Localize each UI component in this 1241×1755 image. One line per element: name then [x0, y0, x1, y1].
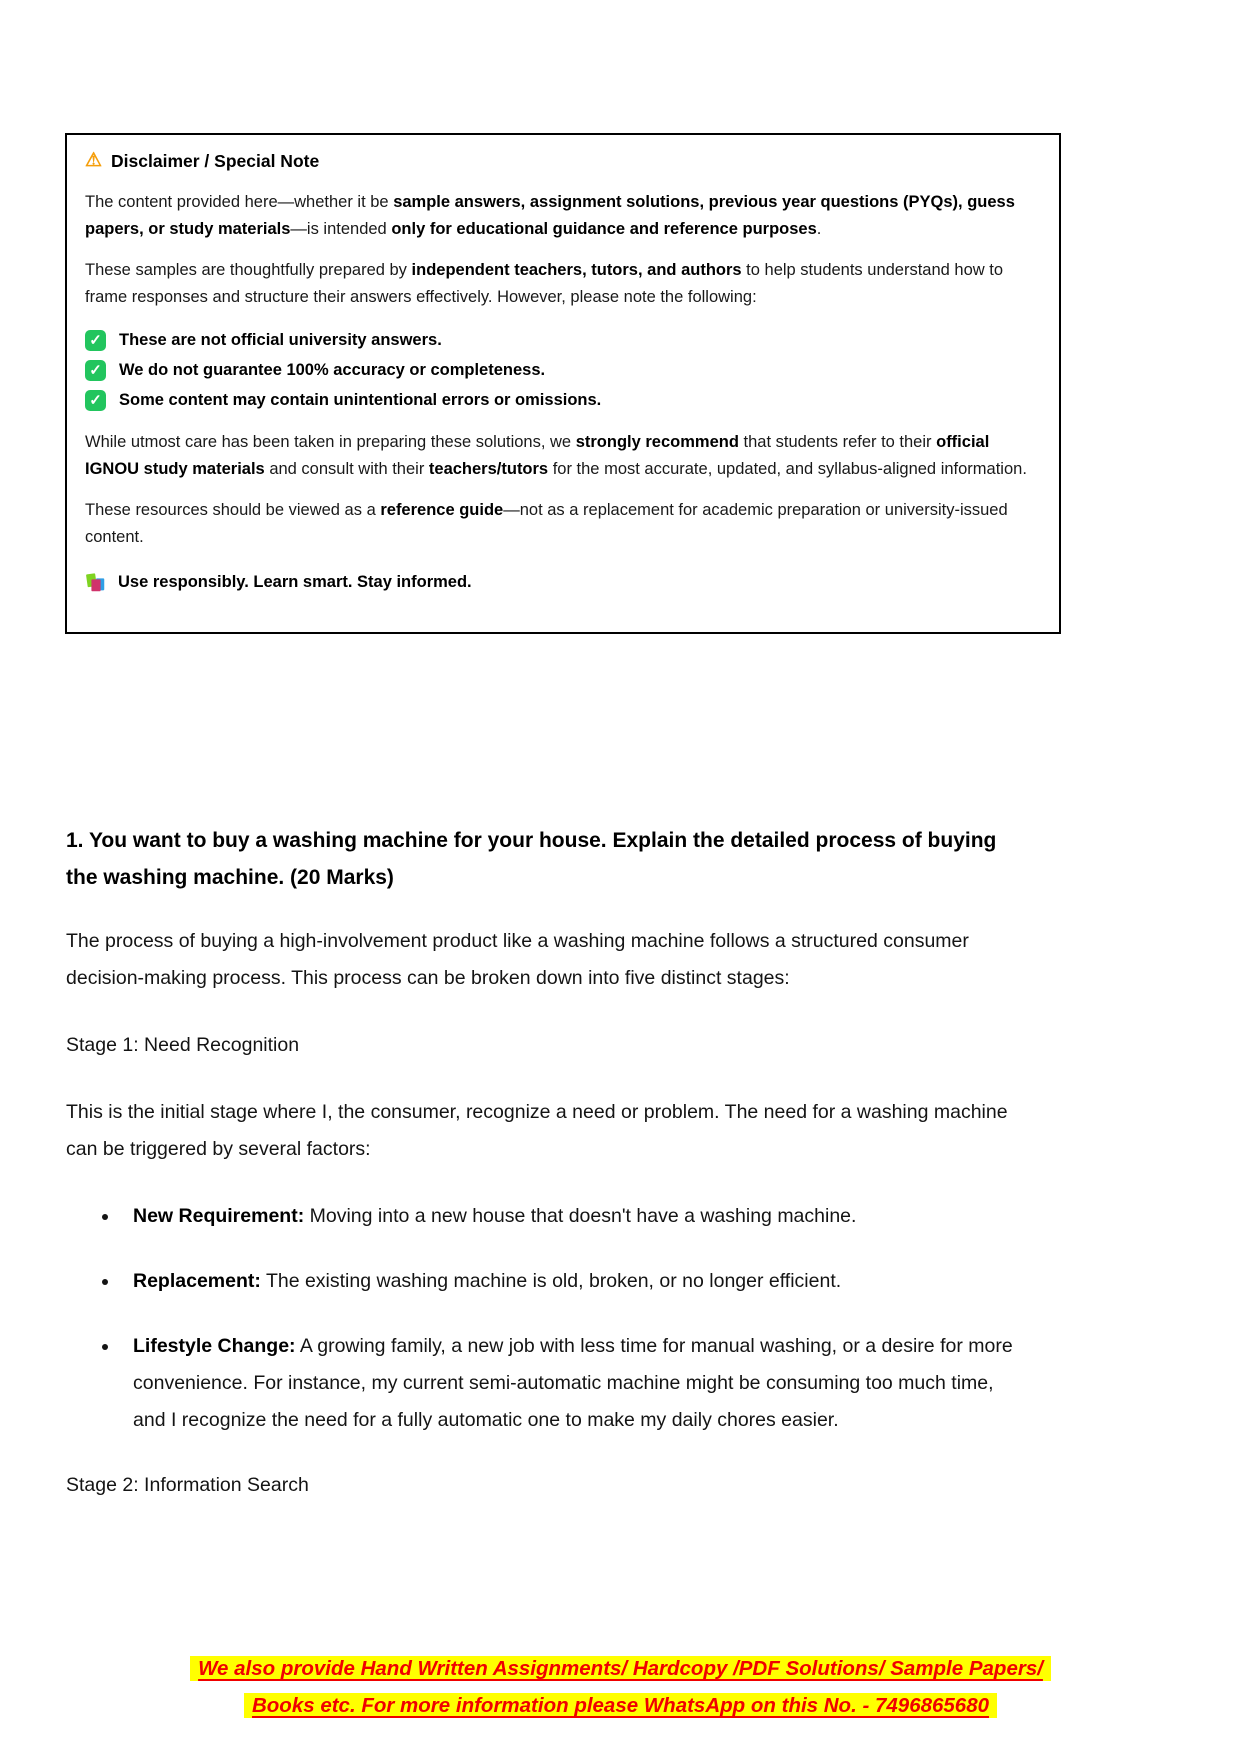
disclaimer-paragraph-3: While utmost care has been taken in preparing these solutions, we strongly recommend that students refer to their official IGNOU study materials and consult with their teachers/tutors for the most accurate, updated, and syllabus-aligned information.: [85, 433, 1027, 478]
list-item: [66, 1263, 1014, 1300]
answer-content: [66, 822, 1014, 1534]
stage-1-heading: Stage 1: Need Recognition: [66, 1034, 300, 1056]
checklist-text: These are not official university answers.: [119, 330, 442, 349]
disclaimer-checklist: [85, 325, 1039, 415]
warning-icon: ⚠: [85, 150, 103, 171]
disclaimer-paragraph-2: These samples are thoughtfully prepared by independent teachers, tutors, and authors to help students understand how to frame responses and structure their answers effectively. However, please note the following:: [85, 261, 1004, 306]
bullet-label: New Requirement:: [133, 1205, 305, 1227]
bullet-text: The existing washing machine is old, broken, or no longer efficient.: [260, 1270, 842, 1292]
bullet-text: Moving into a new house that doesn't have a washing machine.: [304, 1205, 857, 1227]
checklist-text: We do not guarantee 100% accuracy or completeness.: [119, 360, 546, 379]
disclaimer-footer: [85, 569, 1039, 596]
check-icon: ✓: [85, 390, 106, 411]
checklist-text: Some content may contain unintentional errors or omissions.: [119, 390, 602, 409]
disclaimer-title-row: [85, 148, 1039, 175]
books-icon: [85, 572, 107, 594]
bullet-text: A growing family, a new job with less time for manual washing, or a desire for more convenience. For instance, my current semi-automatic machine might be consuming too much time, and I recognize the need for a fully automatic one to make my daily chores easier.: [133, 1335, 1013, 1431]
disclaimer-paragraph-1: The content provided here—whether it be sample answers, assignment solutions, previous year questions (PYQs), guess papers, or study materials—is intended only for educational guidance and reference purposes.: [85, 193, 1015, 238]
question-heading: 1. You want to buy a washing machine for your house. Explain the detailed process of buying the washing machine. (20 Marks): [66, 829, 997, 889]
bullet-label: Replacement:: [133, 1270, 261, 1292]
stage-2-heading: Stage 2: Information Search: [66, 1474, 309, 1496]
check-icon: ✓: [85, 360, 106, 381]
promo-banner: [0, 1650, 1241, 1724]
bullet-label: Lifestyle Change:: [133, 1335, 296, 1357]
promo-line-2: Books etc. For more information please WhatsApp on this No. - 7496865680: [244, 1693, 997, 1718]
list-item: [66, 1198, 1014, 1235]
stage-1-paragraph: This is the initial stage where I, the consumer, recognize a need or problem. The need for a washing machine can be triggered by several factors:: [66, 1101, 1008, 1160]
disclaimer-footer-text: Use responsibly. Learn smart. Stay informed.: [118, 573, 472, 591]
checklist-item: [85, 325, 1039, 355]
disclaimer-box: [65, 133, 1061, 634]
check-icon: ✓: [85, 330, 106, 351]
intro-paragraph: The process of buying a high-involvement product like a washing machine follows a structured consumer decision-making process. This process can be broken down into five distinct stages:: [66, 930, 969, 989]
disclaimer-paragraph-4: These resources should be viewed as a reference guide—not as a replacement for academic preparation or university-issued content.: [85, 501, 1008, 546]
checklist-item: [85, 385, 1039, 415]
checklist-item: [85, 355, 1039, 385]
list-item: [66, 1328, 1014, 1439]
promo-line-1: We also provide Hand Written Assignments/ Hardcopy /PDF Solutions/ Sample Papers/: [190, 1656, 1051, 1681]
factors-list: [66, 1198, 1014, 1439]
disclaimer-title: Disclaimer / Special Note: [111, 151, 320, 171]
